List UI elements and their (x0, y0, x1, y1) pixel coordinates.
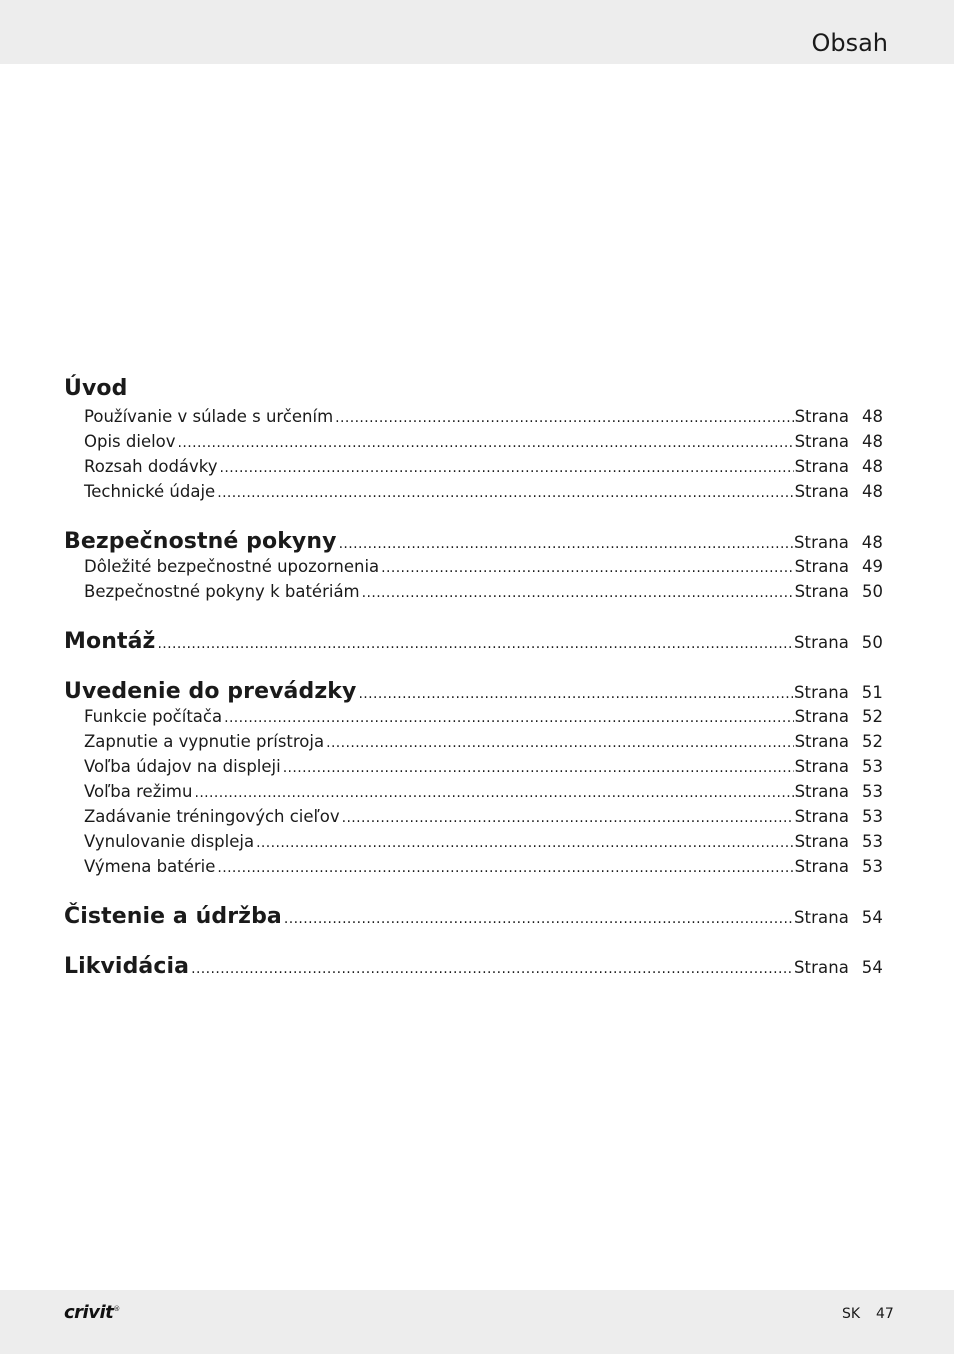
dot-leader (217, 856, 793, 881)
toc-heading[interactable] (64, 629, 883, 654)
brand-logo: crivit® (64, 1302, 120, 1323)
dot-leader (283, 756, 794, 781)
toc-entry[interactable] (64, 479, 883, 504)
toc-entry-label: Voľba údajov na displeji (84, 757, 281, 776)
toc-heading[interactable] (64, 374, 883, 404)
page-number: 53 (862, 782, 883, 801)
page-number: 53 (862, 807, 883, 826)
page-reference: Strana 53 (795, 804, 883, 829)
toc-heading[interactable] (64, 529, 883, 554)
toc-heading[interactable] (64, 679, 883, 704)
dot-leader (256, 831, 794, 856)
dot-leader (194, 781, 793, 806)
dot-leader (217, 481, 793, 506)
toc-entry[interactable] (64, 779, 883, 804)
page-reference: Strana 53 (795, 854, 883, 879)
page-reference: Strana 54 (794, 955, 883, 980)
toc-entry-label: Rozsah dodávky (84, 457, 218, 476)
page-number: 49 (862, 557, 883, 576)
page-reference: Strana 48 (794, 530, 883, 555)
page-number: 54 (861, 958, 883, 977)
page-number: 50 (861, 633, 883, 652)
dot-leader (342, 806, 794, 831)
table-of-contents (64, 374, 883, 979)
toc-heading[interactable] (64, 954, 883, 979)
page-reference: Strana 51 (794, 680, 883, 705)
dot-leader (326, 731, 793, 756)
page-number: 51 (861, 683, 883, 702)
dot-leader (224, 706, 793, 731)
dot-leader (339, 532, 793, 557)
page-reference: Strana 52 (795, 729, 883, 754)
dot-leader (178, 431, 794, 456)
page-reference: Strana 48 (795, 479, 883, 504)
page-number-footer: 47 (876, 1306, 894, 1322)
page-reference: Strana 49 (795, 554, 883, 579)
toc-heading[interactable] (64, 904, 883, 929)
page-number: 48 (862, 407, 883, 426)
page-reference: Strana 50 (794, 630, 883, 655)
page-number: 54 (861, 908, 883, 927)
dot-leader (284, 907, 793, 932)
toc-entry[interactable] (64, 804, 883, 829)
toc-entry[interactable] (64, 704, 883, 729)
toc-entry[interactable] (64, 729, 883, 754)
dot-leader (220, 456, 794, 481)
dot-leader (362, 581, 794, 606)
page-number: 48 (862, 432, 883, 451)
toc-entry-label: Funkcie počítača (84, 707, 223, 726)
toc-entry-label: Používanie v súlade s určením (84, 407, 334, 426)
dot-leader (335, 406, 793, 431)
toc-heading-label: Likvidácia (64, 954, 190, 979)
toc-heading-label: Čistenie a údržba (64, 904, 282, 929)
toc-entry[interactable] (64, 829, 883, 854)
page-reference: Strana 53 (795, 829, 883, 854)
page-number: 48 (862, 457, 883, 476)
toc-entry[interactable] (64, 554, 883, 579)
language-code: SK (842, 1306, 861, 1322)
page-reference: Strana 50 (795, 579, 883, 604)
dot-leader (358, 682, 793, 707)
toc-entry-label: Výmena batérie (84, 857, 216, 876)
page-number: 52 (862, 707, 883, 726)
toc-entry-label: Opis dielov (84, 432, 176, 451)
toc-entry-label: Technické údaje (84, 482, 216, 501)
toc-heading-label: Úvod (64, 376, 128, 401)
dot-leader (157, 632, 793, 657)
toc-entry-label: Vynulovanie displeja (84, 832, 255, 851)
toc-entry[interactable] (64, 754, 883, 779)
page-reference: Strana 48 (795, 454, 883, 479)
page-title: Obsah (811, 29, 888, 57)
header-bar (0, 0, 954, 64)
page-number: 48 (862, 482, 883, 501)
toc-entry[interactable] (64, 854, 883, 879)
page-number: 53 (862, 857, 883, 876)
dot-leader (191, 957, 793, 982)
toc-heading-label: Uvedenie do prevádzky (64, 679, 357, 704)
toc-heading-label: Montáž (64, 629, 156, 654)
toc-entry[interactable] (64, 454, 883, 479)
page-reference: Strana 52 (795, 704, 883, 729)
toc-heading-label: Bezpečnostné pokyny (64, 529, 337, 554)
page-number: 50 (862, 582, 883, 601)
page-number: 53 (862, 757, 883, 776)
toc-entry-label: Dôležité bezpečnostné upozornenia (84, 557, 380, 576)
toc-entry[interactable] (64, 429, 883, 454)
page-reference: Strana 54 (794, 905, 883, 930)
toc-entry-label: Voľba režimu (84, 782, 193, 801)
footer-bar (0, 1290, 954, 1354)
page-number: 52 (862, 732, 883, 751)
toc-entry[interactable] (64, 579, 883, 604)
toc-entry-label: Zadávanie tréningových cieľov (84, 807, 340, 826)
toc-entry[interactable] (64, 404, 883, 429)
page-number: 53 (862, 832, 883, 851)
page-reference: Strana 53 (795, 754, 883, 779)
page-reference: Strana 48 (795, 429, 883, 454)
page-reference: Strana 48 (795, 404, 883, 429)
toc-entry-label: Zapnutie a vypnutie prístroja (84, 732, 325, 751)
page-number: 48 (861, 533, 883, 552)
toc-entry-label: Bezpečnostné pokyny k batériám (84, 582, 360, 601)
dot-leader (381, 556, 793, 581)
page-reference: Strana 53 (795, 779, 883, 804)
